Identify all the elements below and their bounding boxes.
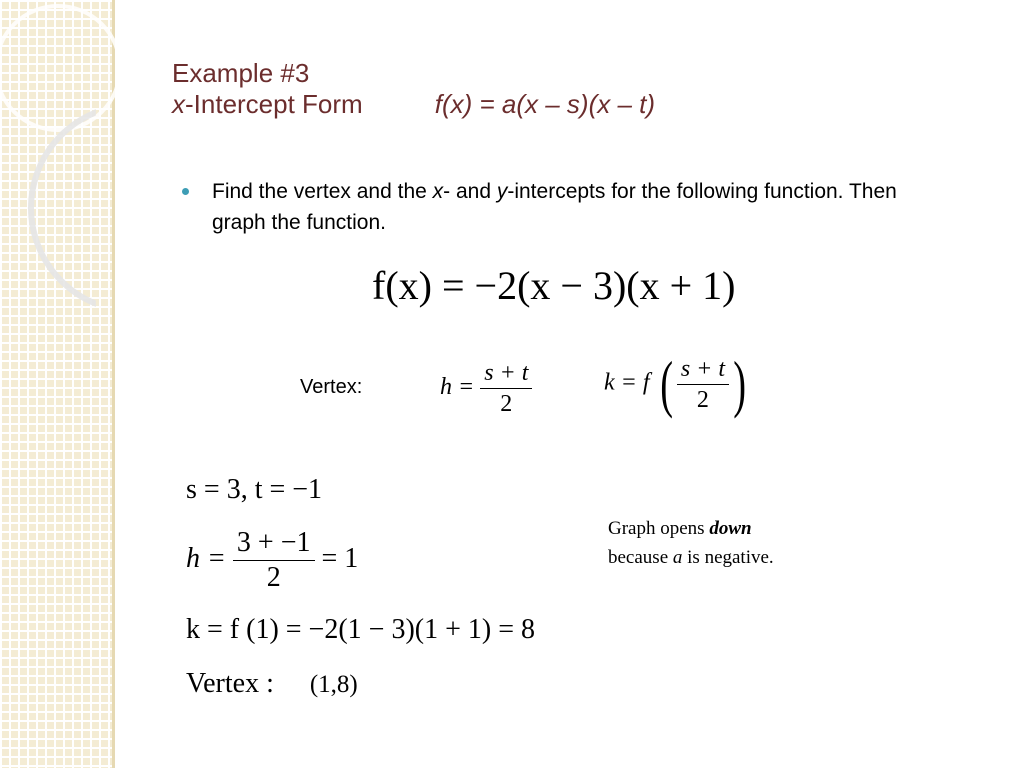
vertex-result-label: Vertex : [186,668,274,699]
k-formula-right-paren: ) [733,348,747,419]
k-formula [604,348,750,419]
bullet-dot-icon [182,188,189,195]
h-formula-numerator: s + t [480,358,532,389]
sidebar-edge [112,0,115,768]
instruction-part-3: -intercepts for the following function. Then graph the function. [212,180,897,234]
h-calc-lhs: h = [186,542,226,574]
instruction-y: y [496,180,508,203]
k-formula-lhs: k = f [604,369,650,396]
note-line-1 [608,514,774,543]
instruction-x: x [432,180,444,203]
h-calc-numerator: 3 + −1 [233,526,315,561]
note-line-2-text-a: because [608,547,673,568]
title-line-2 [172,89,655,120]
instruction-bullet [182,176,922,238]
k-formula-numerator: s + t [677,354,729,385]
note-down-word: down [709,518,752,539]
title-form-name: -Intercept Form [185,89,363,119]
h-formula [440,358,532,419]
k-calculation: k = f (1) = −2(1 − 3)(1 + 1) = 8 [186,614,536,645]
graph-direction-note [608,514,774,572]
vertex-label: Vertex: [300,376,363,398]
decorative-ring-top [0,4,122,132]
h-calculation [186,526,358,595]
vertex-result [186,668,358,700]
vertex-result-coord: (1,8) [309,671,358,698]
note-a-var: a [672,547,683,568]
k-formula-left-paren: ( [659,348,673,419]
h-calc-denominator: 2 [266,562,281,593]
title-line-1: Example #3 [172,58,310,88]
note-line-2 [608,543,774,572]
main-equation: f(x) = −2(x − 3)(x + 1) [372,263,736,308]
h-calc-result: = 1 [321,542,359,574]
instruction-part-1: Find the vertex and the [212,180,433,203]
note-line-1-text: Graph opens [608,518,710,539]
k-formula-fraction [677,354,729,415]
slide-title [172,58,655,120]
s-t-values: s = 3, t = −1 [186,474,323,505]
instruction-part-2: - and [443,180,497,203]
k-formula-denominator: 2 [696,386,709,413]
note-line-2-text-c: is negative. [682,547,774,568]
h-calc-fraction [233,526,315,595]
h-formula-fraction [480,358,532,419]
instruction-text [212,176,922,238]
title-x-var: x [172,89,185,119]
h-formula-lhs: h = [440,374,475,401]
title-formula: f(x) = a(x – s)(x – t) [434,89,656,119]
h-formula-denominator: 2 [500,391,513,417]
